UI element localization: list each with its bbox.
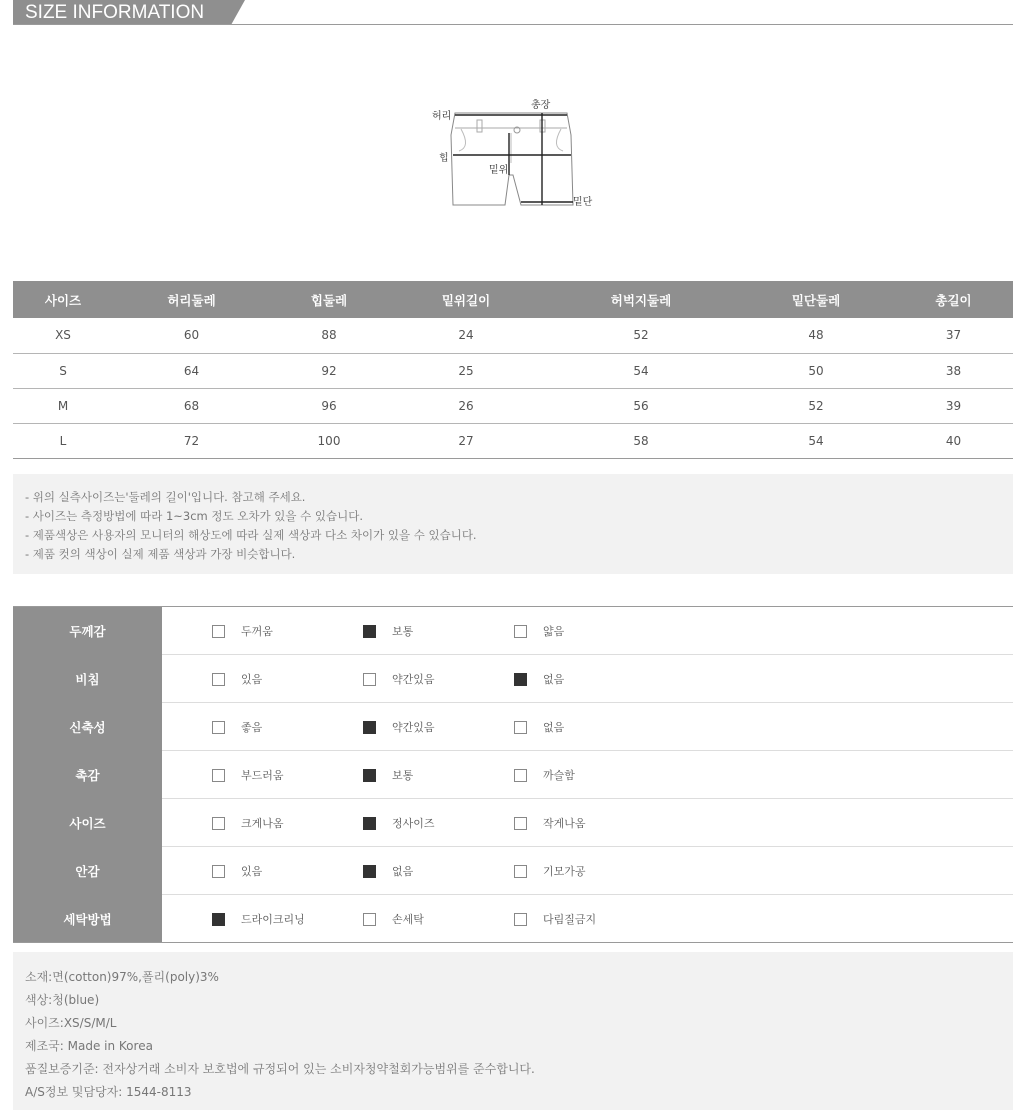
unchecked-box-icon xyxy=(363,913,376,926)
table-cell: L xyxy=(13,423,113,458)
feature-option-label: 있음 xyxy=(241,673,263,686)
checked-box-icon xyxy=(363,721,376,734)
table-cell: 68 xyxy=(113,388,270,423)
feature-option-label: 기모가공 xyxy=(543,865,586,878)
feature-option xyxy=(514,911,596,927)
feature-label: 세탁방법 xyxy=(13,895,162,943)
hip-label: 힙 xyxy=(439,153,449,164)
table-cell: 92 xyxy=(270,353,388,388)
feature-option-label: 정사이즈 xyxy=(392,817,435,830)
feature-option xyxy=(514,863,586,879)
table-cell: 60 xyxy=(113,318,270,353)
unchecked-box-icon xyxy=(212,817,225,830)
feature-label: 안감 xyxy=(13,847,162,895)
table-row xyxy=(13,318,1013,353)
feature-option-label: 두꺼움 xyxy=(241,625,273,638)
unchecked-box-icon xyxy=(212,721,225,734)
feature-label: 촉감 xyxy=(13,751,162,799)
waist-label: 허리 xyxy=(432,111,452,122)
col-header-thigh: 허벅지둘레 xyxy=(544,281,738,318)
checked-box-icon xyxy=(363,817,376,830)
feature-option-label: 약간있음 xyxy=(392,673,435,686)
table-row xyxy=(13,423,1013,458)
hem-label: 밑단 xyxy=(573,197,593,208)
col-header-size: 사이즈 xyxy=(13,281,113,318)
feature-option xyxy=(514,767,575,783)
note-line: - 사이즈는 측정방법에 따라 1~3cm 정도 오차가 있을 수 있습니다. xyxy=(25,509,364,523)
feature-row xyxy=(13,703,1013,751)
checked-box-icon xyxy=(363,769,376,782)
feature-option-label: 드라이크리닝 xyxy=(241,913,305,926)
feature-option xyxy=(514,671,564,687)
checked-box-icon xyxy=(363,865,376,878)
feature-option-label: 얇음 xyxy=(543,625,565,638)
info-as-contact: A/S정보 및담당자: 1544-8113 xyxy=(25,1085,192,1099)
feature-option xyxy=(212,911,305,927)
table-cell: 38 xyxy=(894,353,1013,388)
table-cell: 40 xyxy=(894,423,1013,458)
table-cell: 54 xyxy=(544,353,738,388)
col-header-hip: 힙둘레 xyxy=(270,281,388,318)
note-line: - 위의 실측사이즈는'둘레의 길이'입니다. 참고해 주세요. xyxy=(25,490,306,504)
size-notes xyxy=(13,474,1013,574)
feature-label: 사이즈 xyxy=(13,799,162,847)
feature-option xyxy=(212,767,284,783)
feature-option xyxy=(363,671,435,687)
feature-option-label: 손세탁 xyxy=(392,913,424,926)
table-row xyxy=(13,353,1013,388)
note-line: - 제품색상은 사용자의 모니터의 해상도에 따라 실제 색상과 다소 차이가 있을 수 있습니다. xyxy=(25,528,477,542)
feature-option xyxy=(363,719,435,735)
header-divider xyxy=(13,24,1013,25)
feature-option xyxy=(212,863,262,879)
feature-option-label: 약간있음 xyxy=(392,721,435,734)
table-cell: 72 xyxy=(113,423,270,458)
unchecked-box-icon xyxy=(514,721,527,734)
table-cell: M xyxy=(13,388,113,423)
unchecked-box-icon xyxy=(514,769,527,782)
col-header-rise: 밑위길이 xyxy=(388,281,544,318)
feature-option-label: 없음 xyxy=(543,673,565,686)
table-cell: 37 xyxy=(894,318,1013,353)
checked-box-icon xyxy=(212,913,225,926)
feature-option xyxy=(363,911,424,927)
feature-option-label: 크게나옴 xyxy=(241,817,284,830)
feature-option xyxy=(212,815,284,831)
feature-options xyxy=(162,895,1013,943)
table-cell: 54 xyxy=(738,423,894,458)
info-origin: 제조국: Made in Korea xyxy=(25,1039,153,1053)
feature-option xyxy=(514,719,564,735)
info-sizes: 사이즈:XS/S/M/L xyxy=(25,1016,117,1030)
feature-row xyxy=(13,751,1013,799)
feature-option xyxy=(363,767,413,783)
table-cell: XS xyxy=(13,318,113,353)
table-cell: 26 xyxy=(388,388,544,423)
feature-option-label: 없음 xyxy=(392,865,414,878)
feature-row xyxy=(13,799,1013,847)
feature-option xyxy=(363,863,413,879)
col-header-waist: 허리둘레 xyxy=(113,281,270,318)
checked-box-icon xyxy=(514,673,527,686)
feature-options xyxy=(162,847,1013,895)
feature-row xyxy=(13,895,1013,943)
feature-option xyxy=(363,623,413,639)
feature-option xyxy=(514,623,564,639)
unchecked-box-icon xyxy=(212,865,225,878)
table-cell: 100 xyxy=(270,423,388,458)
table-cell: 56 xyxy=(544,388,738,423)
feature-label: 비침 xyxy=(13,655,162,703)
feature-table xyxy=(13,606,1013,943)
note-line: - 제품 컷의 색상이 실제 제품 색상과 가장 비슷합니다. xyxy=(25,547,296,561)
feature-option-label: 다림질금지 xyxy=(543,913,597,926)
shorts-measurement-diagram xyxy=(425,93,605,213)
feature-option xyxy=(363,815,435,831)
feature-row xyxy=(13,607,1013,655)
unchecked-box-icon xyxy=(212,625,225,638)
feature-options xyxy=(162,655,1013,703)
size-table xyxy=(13,281,1013,459)
unchecked-box-icon xyxy=(514,817,527,830)
table-cell: 27 xyxy=(388,423,544,458)
table-cell: 25 xyxy=(388,353,544,388)
total-length-label: 총장 xyxy=(531,100,551,111)
feature-option-label: 까슬함 xyxy=(543,769,575,782)
col-header-length: 총길이 xyxy=(894,281,1013,318)
feature-row xyxy=(13,655,1013,703)
checked-box-icon xyxy=(363,625,376,638)
table-cell: 64 xyxy=(113,353,270,388)
table-cell: 52 xyxy=(544,318,738,353)
feature-label: 신축성 xyxy=(13,703,162,751)
info-color: 색상:청(blue) xyxy=(25,993,100,1007)
info-material: 소재:면(cotton)97%,폴리(poly)3% xyxy=(25,970,219,984)
feature-option-label: 작게나옴 xyxy=(543,817,586,830)
feature-option xyxy=(212,623,273,639)
unchecked-box-icon xyxy=(212,769,225,782)
table-cell: 39 xyxy=(894,388,1013,423)
section-header xyxy=(13,0,1013,27)
section-title: SIZE INFORMATION xyxy=(13,0,231,25)
table-cell: 96 xyxy=(270,388,388,423)
info-quality: 품질보증기준: 전자상거래 소비자 보호법에 규정되어 있는 소비자청약철회가능범위를 준수합니다. xyxy=(25,1062,535,1076)
unchecked-box-icon xyxy=(212,673,225,686)
feature-option-label: 보통 xyxy=(392,769,414,782)
table-cell: 48 xyxy=(738,318,894,353)
feature-options xyxy=(162,799,1013,847)
feature-row xyxy=(13,847,1013,895)
size-table-header xyxy=(13,281,1013,318)
feature-label: 두께감 xyxy=(13,607,162,655)
feature-option xyxy=(212,671,262,687)
rise-label: 밑위 xyxy=(489,165,509,176)
feature-option-label: 좋음 xyxy=(241,721,263,734)
feature-option xyxy=(514,815,586,831)
product-info xyxy=(13,952,1013,1110)
table-cell: 58 xyxy=(544,423,738,458)
unchecked-box-icon xyxy=(363,673,376,686)
unchecked-box-icon xyxy=(514,625,527,638)
feature-option-label: 부드러움 xyxy=(241,769,284,782)
unchecked-box-icon xyxy=(514,913,527,926)
table-cell: 88 xyxy=(270,318,388,353)
col-header-hem: 밑단둘레 xyxy=(738,281,894,318)
feature-options xyxy=(162,751,1013,799)
feature-option-label: 있음 xyxy=(241,865,263,878)
table-row xyxy=(13,388,1013,423)
feature-option xyxy=(212,719,262,735)
feature-options xyxy=(162,607,1013,655)
table-cell: 50 xyxy=(738,353,894,388)
feature-options xyxy=(162,703,1013,751)
table-cell: 24 xyxy=(388,318,544,353)
unchecked-box-icon xyxy=(514,865,527,878)
feature-option-label: 없음 xyxy=(543,721,565,734)
table-cell: 52 xyxy=(738,388,894,423)
table-cell: S xyxy=(13,353,113,388)
feature-option-label: 보통 xyxy=(392,625,414,638)
